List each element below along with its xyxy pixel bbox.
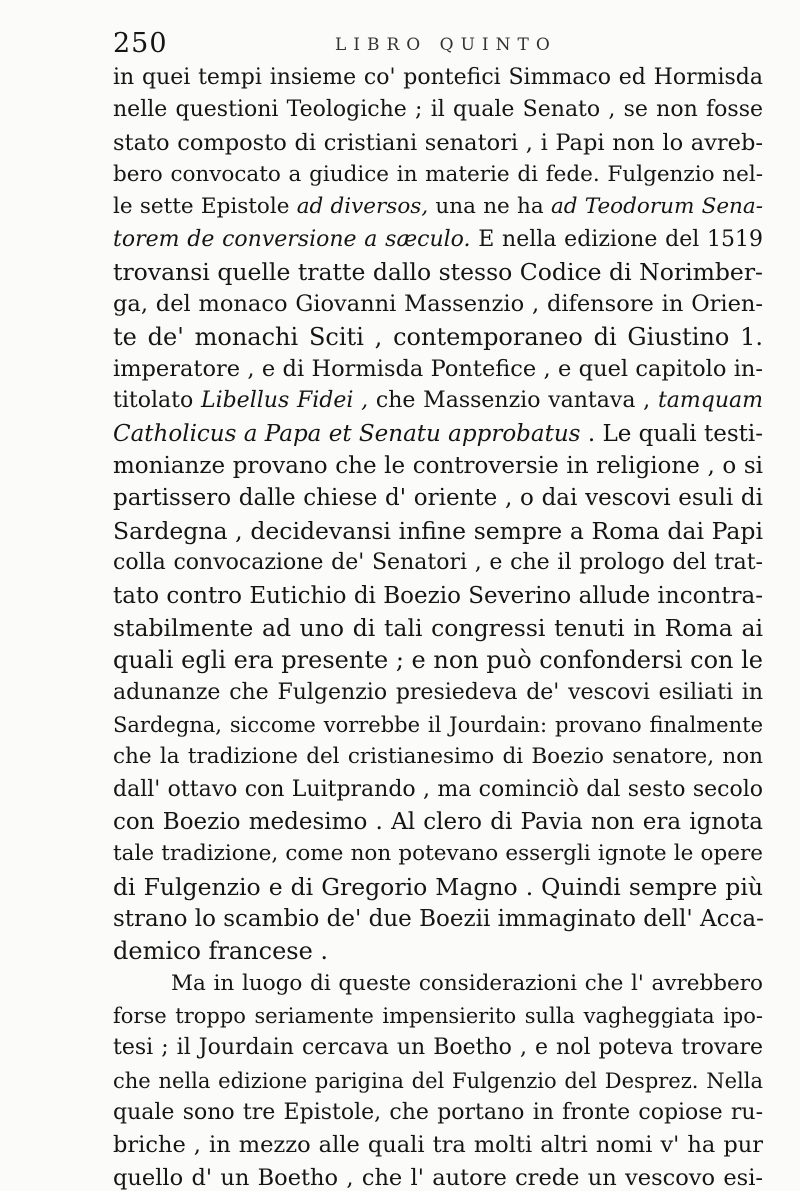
text-run: stabilmente ad uno di tali congressi tenuti in Roma ai <box>113 613 763 642</box>
text-line <box>113 1129 763 1161</box>
text-run: trovansi quelle tratte dallo stesso Codice di Norimber- <box>113 258 763 287</box>
text-run: imperatore , e di Hormisda Pontefice , e quel capitolo in- <box>113 356 763 383</box>
text-line <box>113 709 763 741</box>
text-run: titolato <box>113 388 201 414</box>
text-line <box>113 94 763 126</box>
text-line <box>113 353 763 385</box>
text-line <box>113 418 763 450</box>
text-line <box>113 1000 763 1032</box>
text-run: monianze provano che le controversie in religione , o si <box>113 453 763 480</box>
text-line <box>113 385 763 417</box>
text-run: quali egli era presente ; e non può confondersi con le <box>113 646 763 675</box>
text-line <box>113 871 763 903</box>
text-line <box>113 903 763 935</box>
text-line <box>113 838 763 870</box>
text-run: . Le quali testi- <box>580 420 763 447</box>
text-run: ga, del monaco Giovanni Massenzio , difensore in Orien- <box>113 291 763 318</box>
text-line <box>113 677 763 709</box>
text-line <box>113 935 763 967</box>
running-title: LIBRO QUINTO <box>335 35 557 55</box>
text-line <box>113 806 763 838</box>
text-run: nelle questioni Teologiche ; il quale Senato , se non fosse <box>113 97 763 123</box>
text-line <box>113 547 763 579</box>
text-run: te de' monachi Sciti , contemporaneo di Giustino 1. <box>113 322 763 351</box>
text-run: partissero dalle chiese d' oriente , o dai vescovi esuli di <box>113 485 763 512</box>
text-run: che la tradizione del cristianesimo di Boezio senatore, non <box>113 744 763 770</box>
italic-text: tamquam <box>657 388 763 414</box>
italic-text: Catholicus a Papa et Senatu approbatus <box>113 420 581 447</box>
page-number: 250 <box>113 28 168 59</box>
text-run: dall' ottavo con Luitprando , ma cominciò dal sesto secolo <box>113 776 763 802</box>
text-line <box>113 1097 763 1129</box>
text-run: bero convocato a giudice in materie di fede. Fulgenzio nel- <box>113 162 763 188</box>
text-line <box>113 159 763 191</box>
text-line <box>113 644 763 676</box>
text-run: Sardegna, siccome vorrebbe il Jourdain: provano finalmente <box>113 712 763 737</box>
text-run: con Boezio medesimo . Al clero di Pavia non era ignota <box>113 808 763 835</box>
text-line <box>113 515 763 547</box>
text-run: tale tradizione, come non potevano essergli ignote le opere <box>113 841 763 867</box>
text-line <box>113 321 763 353</box>
text-run: che Massenzio vantava , <box>368 388 658 414</box>
text-line <box>113 1065 763 1097</box>
italic-text: ad diversos, <box>296 194 429 220</box>
text-run: tesi ; il Jourdain cercava un Boetho , e nol poteva trovare <box>113 1035 763 1061</box>
text-run: strano lo scambio de' due Boezii immaginato dell' Acca- <box>113 905 764 932</box>
text-line <box>113 580 763 612</box>
text-run: stato composto di cristiani senatori , i Papi non lo avreb- <box>113 129 763 156</box>
text-line <box>113 127 763 159</box>
text-run: briche , in mezzo alle quali tra molti altri nomi v' ha pur <box>113 1132 763 1159</box>
text-line <box>113 968 763 1000</box>
text-line <box>113 62 763 94</box>
text-line <box>113 450 763 482</box>
running-head <box>113 28 713 62</box>
text-run: quello d' un Boetho , che l' autore crede un vescovo esi- <box>113 1164 763 1191</box>
text-run: colla convocazione de' Senatori , e che il prologo del trat- <box>113 550 763 576</box>
text-line <box>113 191 763 223</box>
text-line <box>113 774 763 806</box>
italic-text: ad Teodorum Sena- <box>550 194 763 220</box>
text-run: le sette Epistole <box>113 194 297 220</box>
italic-text: Libellus Fidei , <box>200 388 369 414</box>
text-line <box>113 256 763 288</box>
text-run: forse troppo seriamente impensierito sulla vagheggiata ipo- <box>113 1003 763 1028</box>
text-line <box>113 1032 763 1064</box>
text-line <box>113 741 763 773</box>
text-run: in quei tempi insieme co' pontefici Simmaco ed Hormisda <box>113 65 763 90</box>
italic-text: torem de conversione a sæculo. <box>113 226 471 252</box>
text-run: Sardegna , decidevansi infine sempre a Roma dai Papi <box>113 516 763 545</box>
text-run: demico francese . <box>113 937 329 966</box>
text-run: quale sono tre Epistole, che portano in fronte copiose ru- <box>113 1100 763 1125</box>
text-run: tato contro Eutichio di Boezio Severino allude incontra- <box>113 582 763 609</box>
text-run: E nella edizione del 1519 <box>470 226 763 252</box>
text-run: adunanze che Fulgenzio presiedeva de' vescovi esiliati in <box>113 679 763 705</box>
text-line <box>113 482 763 514</box>
text-run: che nella edizione parigina del Fulgenzio del Desprez. Nella <box>113 1068 763 1093</box>
body-text <box>113 62 763 1194</box>
text-run: Ma in luogo di queste considerazioni che l' avrebbero <box>171 970 763 996</box>
text-run: una ne ha <box>428 194 551 220</box>
text-line <box>113 288 763 320</box>
text-line <box>113 1162 763 1194</box>
text-run: di Fulgenzio e di Gregorio Magno . Quindi sempre più <box>113 872 763 901</box>
text-line <box>113 612 763 644</box>
text-line <box>113 224 763 256</box>
